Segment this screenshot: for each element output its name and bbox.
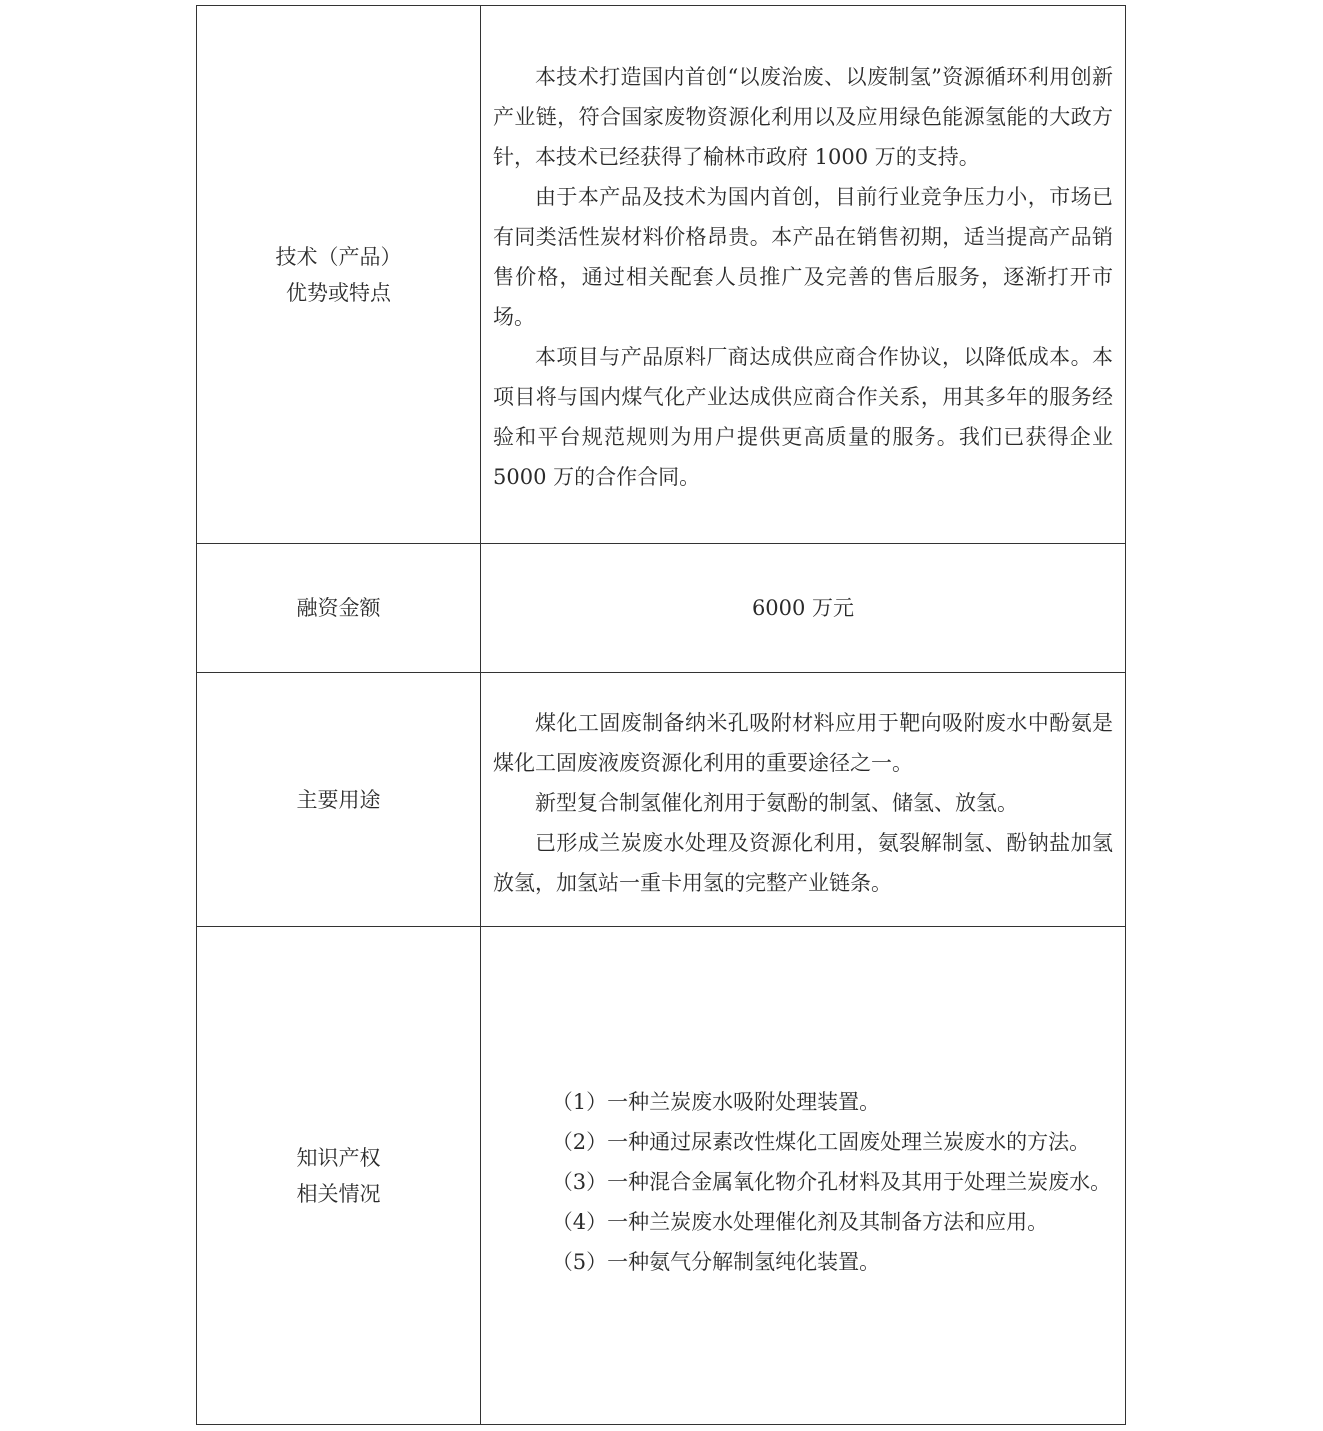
paragraph: 已形成兰炭废水处理及资源化利用，氨裂解制氢、酚钠盐加氢放氢，加氢站一重卡用氢的完整产业链条。 <box>493 830 1113 895</box>
row-label: 相关情况 <box>296 1181 381 1206</box>
content-cell-ip <box>481 927 1126 1425</box>
list-item: （4）一种兰炭废水处理催化剂及其制备方法和应用。 <box>551 1209 1049 1234</box>
label-cell-advantages <box>197 6 481 544</box>
row-label: 技术（产品） <box>275 244 402 269</box>
table-row-ip <box>197 927 1126 1425</box>
project-info-table <box>196 5 1126 1425</box>
row-label: 主要用途 <box>296 787 381 812</box>
table-row-uses <box>197 673 1126 927</box>
row-label: 融资金额 <box>296 596 381 620</box>
paragraph: 由于本产品及技术为国内首创，目前行业竞争压力小，市场已有同类活性炭材料价格昂贵。本产品在销售初期，适当提高产品销售价格，通过相关配套人员推广及完善的售后服务，逐渐打开市场。 <box>493 184 1113 329</box>
paragraph: 本技术打造国内首创“以废治废、以废制氢”资源循环利用创新产业链，符合国家废物资源化利用以及应用绿色能源氢能的大政方针，本技术已经获得了榆林市政府 1000 万的支持。 <box>493 64 1113 169</box>
label-cell-financing <box>197 544 481 673</box>
label-cell-ip <box>197 927 481 1425</box>
list-item: （5）一种氨气分解制氢纯化装置。 <box>551 1249 881 1274</box>
paragraph: 新型复合制氢催化剂用于氨酚的制氢、储氢、放氢。 <box>535 790 1018 815</box>
row-label: 优势或特点 <box>286 280 391 305</box>
list-item: （2）一种通过尿素改性煤化工固废处理兰炭废水的方法。 <box>551 1129 1091 1154</box>
table-row-advantages <box>197 6 1126 544</box>
list-item: （3）一种混合金属氧化物介孔材料及其用于处理兰炭废水。 <box>551 1169 1112 1194</box>
paragraph: 煤化工固废制备纳米孔吸附材料应用于靶向吸附废水中酚氨是煤化工固废液废资源化利用的重要途径之一。 <box>493 710 1113 775</box>
table-row-financing <box>197 544 1126 673</box>
row-label: 知识产权 <box>296 1145 381 1170</box>
paragraph: 本项目与产品原料厂商达成供应商合作协议，以降低成本。本项目将与国内煤气化产业达成供应商合作关系，用其多年的服务经验和平台规范规则为用户提供更高质量的服务。我们已获得企业 5000 万的合作合同。 <box>493 344 1113 489</box>
content-cell-financing <box>481 544 1126 673</box>
financing-amount: 6000 万元 <box>751 596 855 620</box>
label-cell-uses <box>197 673 481 927</box>
content-cell-advantages <box>481 6 1126 544</box>
content-cell-uses <box>481 673 1126 927</box>
list-item: （1）一种兰炭废水吸附处理装置。 <box>551 1089 881 1114</box>
